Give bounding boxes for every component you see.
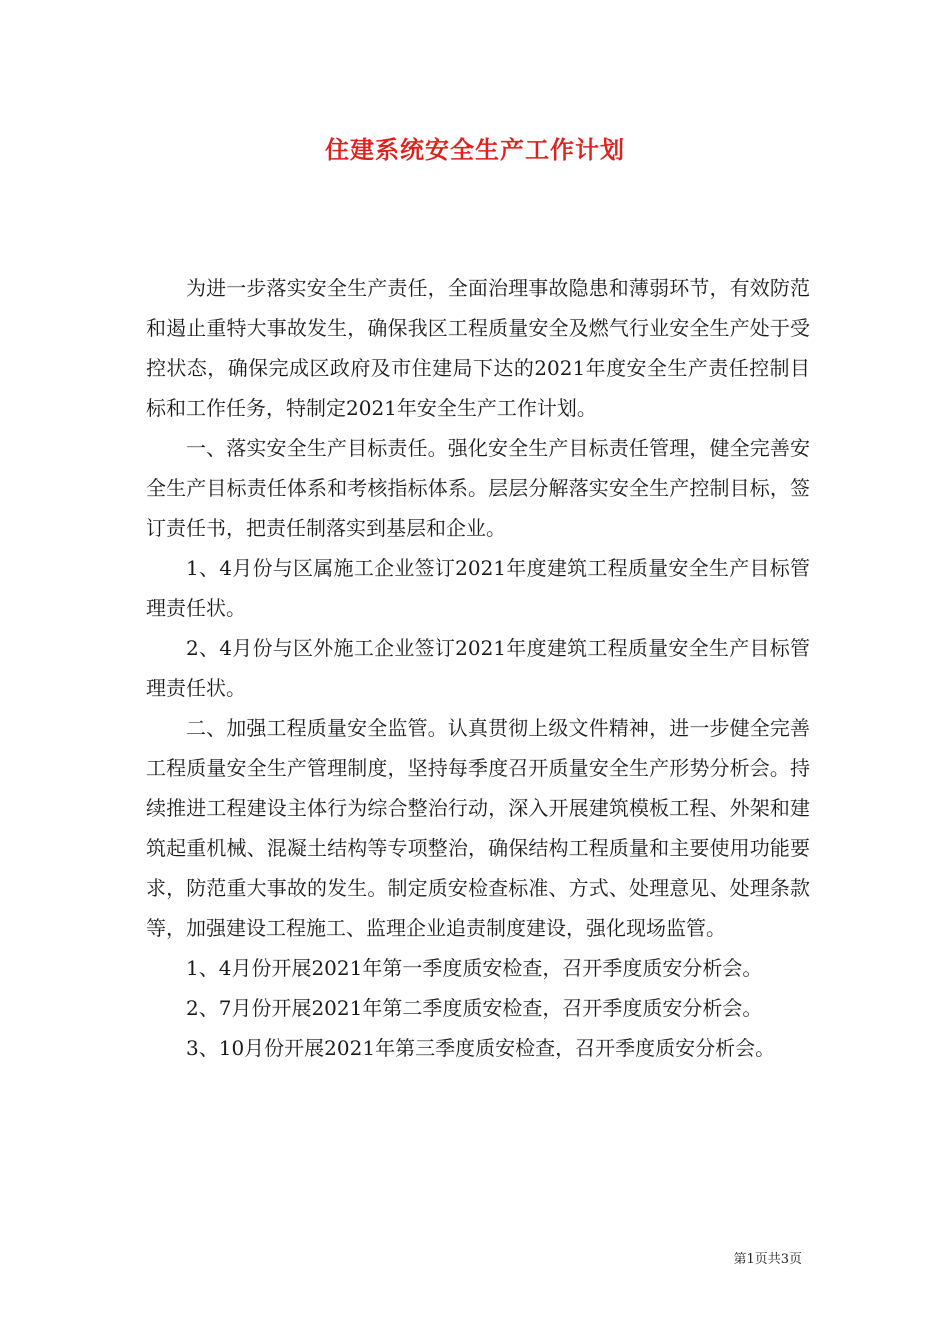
page-number-footer: 第1页共3页 — [733, 1252, 802, 1267]
section-1-paragraph: 一、落实安全生产目标责任。强化安全生产目标责任管理，健全完善安全生产目标责任体系和考核指标体系。层层分解落实安全生产控制目标，签订责任书，把责任制落实到基层和企业。 — [146, 436, 810, 540]
section-1-item-2: 2、4月份与区外施工企业签订2021年度建筑工程质量安全生产目标管理责任状。 — [146, 636, 810, 700]
intro-paragraph: 为进一步落实安全生产责任，全面治理事故隐患和薄弱环节，有效防范和遏止重特大事故发生，确保我区工程质量安全及燃气行业安全生产处于受控状态，确保完成区政府及市住建局下达的2021年度安全生产责任控制目标和工作任务，特制定2021年安全生产工作计划。 — [146, 276, 810, 420]
section-2-item-2: 2、7月份开展2021年第二季度质安检查，召开季度质安分析会。 — [186, 996, 763, 1020]
section-2-item-1: 1、4月份开展2021年第一季度质安检查，召开季度质安分析会。 — [186, 956, 763, 980]
document-body — [146, 268, 810, 1068]
section-2-item-3: 3、10月份开展2021年第三季度质安检查，召开季度质安分析会。 — [186, 1036, 776, 1060]
section-2-paragraph: 二、加强工程质量安全监管。认真贯彻上级文件精神，进一步健全完善工程质量安全生产管理制度，坚持每季度召开质量安全生产形势分析会。持续推进工程建设主体行为综合整治行动，深入开展建筑模板工程、外架和建筑起重机械、混凝土结构等专项整治，确保结构工程质量和主要使用功能要求，防范重大事故的发生。制定质安检查标准、方式、处理意见、处理条款等，加强建设工程施工、监理企业追责制度建设，强化现场监管。 — [146, 716, 810, 940]
section-1-item-1: 1、4月份与区属施工企业签订2021年度建筑工程质量安全生产目标管理责任状。 — [146, 556, 810, 620]
document-title: 住建系统安全生产工作计划 — [325, 135, 625, 164]
